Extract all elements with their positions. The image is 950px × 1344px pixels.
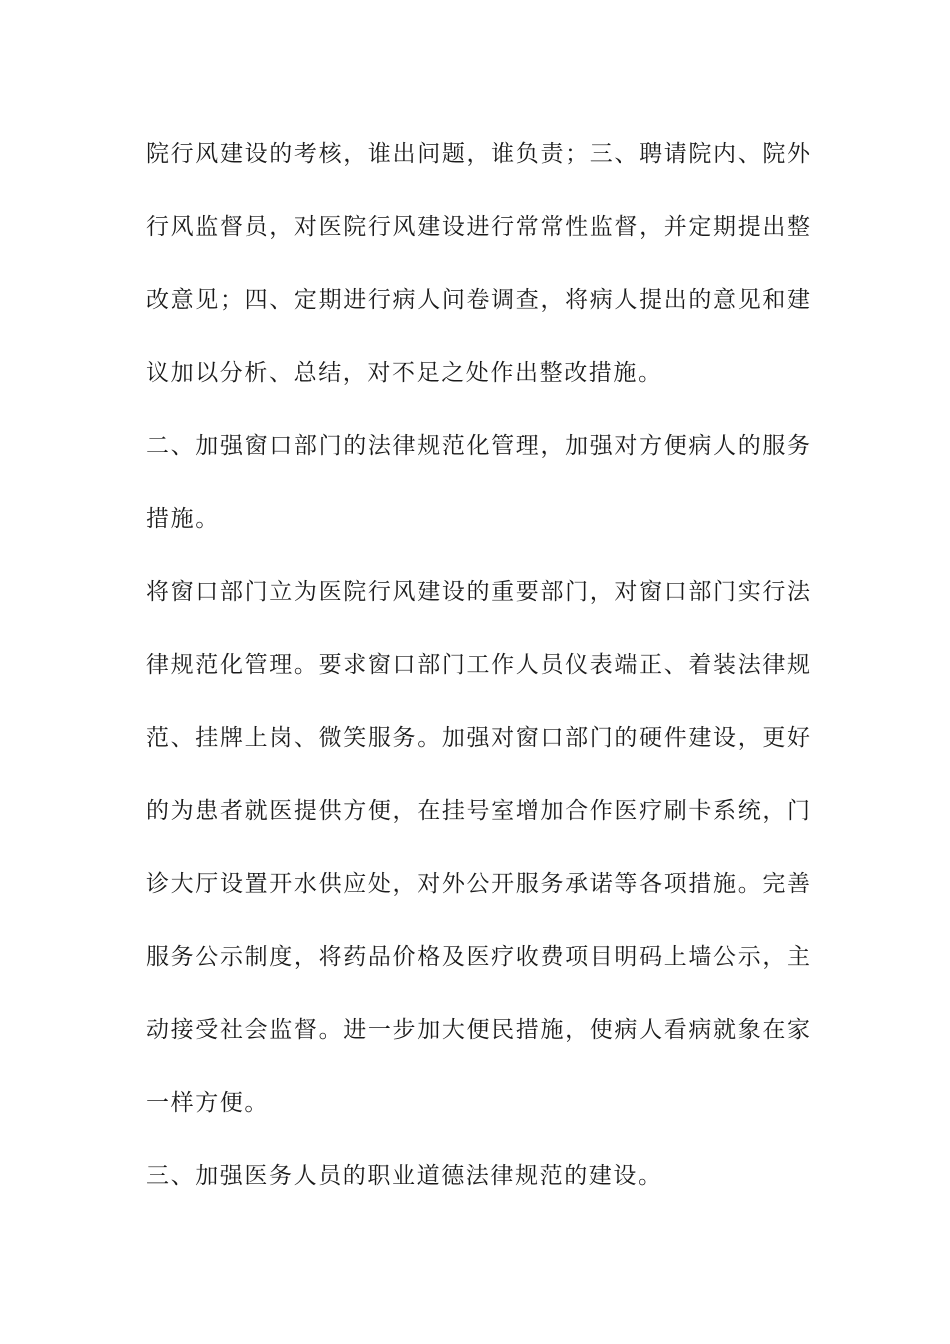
text-line: 诊大厅设置开水供应处，对外公开服务承诺等各项措施。完善: [146, 871, 810, 897]
text-line: 议加以分析、总结，对不足之处作出整改措施。: [146, 360, 663, 386]
text-line: 措施。: [146, 506, 220, 532]
text-line: 二、加强窗口部门的法律规范化管理，加强对方便病人的服务: [146, 433, 810, 459]
text-line: 将窗口部门立为医院行风建设的重要部门，对窗口部门实行法: [146, 579, 810, 605]
text-line: 行风监督员，对医院行风建设进行常常性监督，并定期提出整: [146, 214, 810, 240]
text-line: 三、加强医务人员的职业道德法律规范的建设。: [146, 1163, 663, 1189]
text-line: 改意见；四、定期进行病人问卷调查，将病人提出的意见和建: [146, 287, 810, 313]
text-line: 的为患者就医提供方便，在挂号室增加合作医疗刷卡系统，门: [146, 798, 810, 824]
text-line: 一样方便。: [146, 1090, 269, 1116]
body-text: [146, 130, 810, 1225]
text-line: 服务公示制度，将药品价格及医疗收费项目明码上墙公示，主: [146, 944, 810, 970]
text-line: 动接受社会监督。进一步加大便民措施，使病人看病就象在家: [146, 1017, 810, 1043]
text-line: 律规范化管理。要求窗口部门工作人员仪表端正、着装法律规: [146, 652, 810, 678]
text-line: 范、挂牌上岗、微笑服务。加强对窗口部门的硬件建设，更好: [146, 725, 810, 751]
text-line: 院行风建设的考核，谁出问题，谁负责；三、聘请院内、院外: [146, 141, 810, 167]
